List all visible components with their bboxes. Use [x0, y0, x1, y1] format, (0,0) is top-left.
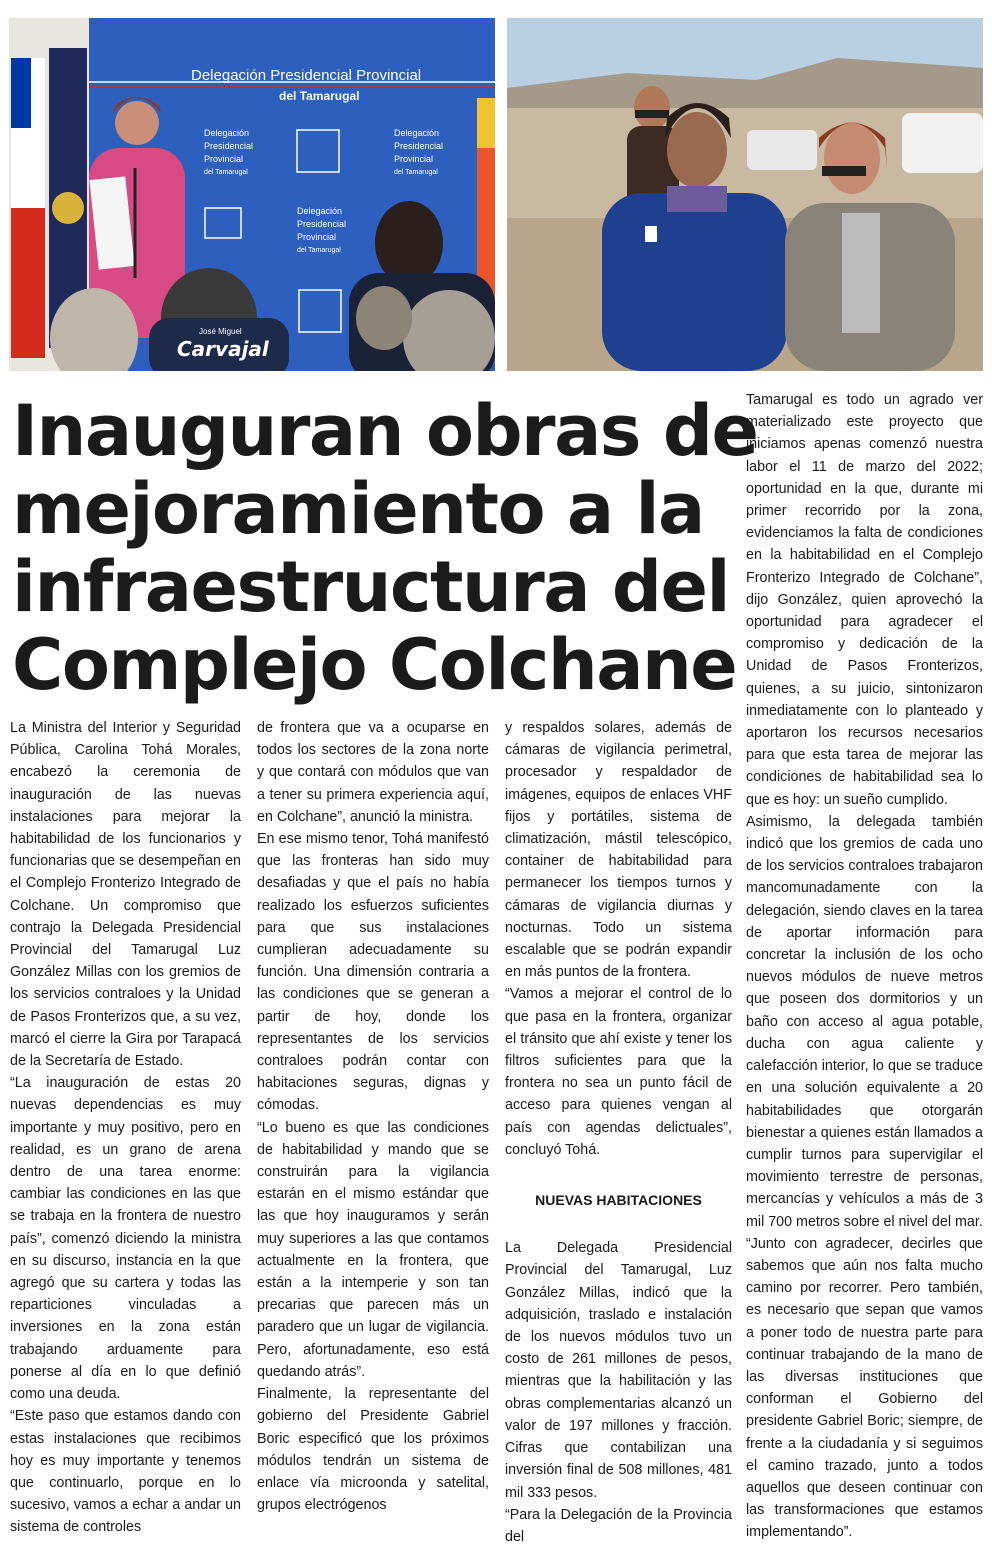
- jacket-name: Carvajal: [177, 337, 269, 361]
- ceremony-photo-illustration: [9, 18, 495, 371]
- panel-line-4: del Tamarugal: [204, 169, 248, 176]
- panel-line-6: Presidencial: [394, 141, 444, 151]
- article-column-3: [505, 717, 732, 1548]
- paragraph: Finalmente, la representante del gobierno del Presidente Gabriel Boric especificó que los próximos módulos tendrán un sistema de enlace vía microonda y satelital, grupos electrógenos: [257, 1386, 489, 1514]
- section-subhead: NUEVAS HABITACIONES: [535, 1192, 702, 1209]
- paragraph: “Vamos a mejorar el control de lo que pasa en la frontera, organizar el tránsito que ahí existe y tener los filtros suficientes para que la frontera no sea un punto fácil de acceso para quienes vengan al país con agendas delictuales”, concluyó Tohá.: [505, 986, 732, 1158]
- paragraph: Asimismo, la delegada también indicó que los gremios de cada uno de los servicios contraloes trabajaron mancomunadamente con la delegación, siendo claves en la tarea de aportar información para concretar la inclusión de los ocho nuevos módulos de nueve metros que poseen dos dormitorios y un baño con acceso al agua potable, ducha con agua caliente y calefacción interior, lo que se traduce en una solución equivalente a 20 habitabilidades que otorgarán bienestar a quienes están llamados a cumplir turnos para supervigilar el movimiento terrestre de personas, mercancías y vehículos a más de 3 mil 700 metros sobre el nivel del mar.: [746, 813, 983, 1230]
- headline-line-2: mejoramiento a la: [12, 468, 704, 550]
- panel-line-10: Presidencial: [297, 219, 347, 229]
- paragraph: “Lo bueno es que las condiciones de habitabilidad y mando que se construirán para la vigilancia estarán en el mismo estándar que las que hoy inauguramos y serán muy superiores a las que contamos actualmente en la frontera, que están a la intemperie y son tan precarias que parecen más un paradero que un lugar de vigilancia. Pero, afortunadamente, eso está quedando atrás”.: [257, 1119, 489, 1380]
- panel-line-2: Presidencial: [204, 141, 254, 151]
- panel-line-5: Delegación: [394, 128, 440, 138]
- article-column-4: [746, 389, 983, 1544]
- article-column-1: [10, 717, 241, 1539]
- headline-line-1: Inauguran obras de: [12, 390, 758, 472]
- panel-line-11: Provincial: [297, 232, 337, 242]
- paragraph: “Junto con agradecer, decirles que sabemos que aún nos falta mucho camino por recorrer. Pero también, es necesario que sepan que vamos a poner todo de nuestra parte para continuar trabajando de la mano de las diversas instituciones que conforman el Gobierno del presidente Gabriel Boric; siempre, de frente a la ciudadanía y si seguimos el camino trazado, junto a todos aquellos que deseen continuar con las transformaciones que estamos implementando”.: [746, 1235, 983, 1541]
- paragraph: y respaldos solares, además de cámaras de vigilancia perimetral, procesador y respaldador de imágenes, equipos de enlaces VHF fijos y portátiles, sistema de climatización, mástil telescópico, container de habitabilidad para permanecer los tiempos turnos y cámaras de vigilancia diurnas y nocturnas. Todo un sistema escalable que se podrán expandir en más puntos de la frontera.: [505, 720, 732, 981]
- paragraph: La Delegada Presidencial Provincial del Tamarugal, Luz González Millas, indicó que la adquisición, traslado e instalación de los nuevos módulos tuvo un costo de 261 millones de pesos, mientras que la habilitación y las obras complementarias alcanzó un valor de 197 millones y fracción. Cifras que contabilizan una inversión final de 508 millones, 481 mil 333 pesos.: [505, 1240, 732, 1501]
- paragraph: Tamarugal es todo un agrado ver materializado este proyecto que iniciamos apenas comenzó nuestra labor el 11 de marzo del 2022; oportunidad en la que, durante mi primer recorrido por la zona, evidenciamos la falta de condiciones en la habitabilidad en el Complejo Fronterizo Integrado de Colchane”, dijo González, quien aprovechó la oportunidad para agradecer el compromiso y dedicación de la Unidad de Pasos Fronterizos, quienes, a su juicio, sintonizaron inmediatamente con lo planteado y aportaron los recursos necesarios para que esta tarea de mejorar las condiciones de habitabilidad sea lo que es hoy: un sueño cumplido.: [746, 392, 983, 808]
- field-visit-photo-illustration: [507, 18, 983, 371]
- banner-title: Delegación Presidencial Provincial: [191, 67, 422, 84]
- panel-line-1: Delegación: [204, 128, 250, 138]
- panel-line-9: Delegación: [297, 206, 343, 216]
- paragraph: “Este paso que estamos dando con estas instalaciones que recibimos hoy es muy importante y tenemos que continuarlo, porque en lo sucesivo, vamos a echar a andar un sistema de controles: [10, 1408, 241, 1536]
- paragraph: “Para la Delegación de la Provincia del: [505, 1506, 732, 1545]
- field-visit-photo: [507, 18, 983, 371]
- paragraph: En ese mismo tenor, Tohá manifestó que las fronteras han sido muy desafiadas y que el país no había realizado los esfuerzos suficientes para que sus instalaciones cumplieran adecuadamente su función. Una dimensión contraria a las condiciones que se generan a partir de hoy, donde los representantes de los servicios contraloes podrán contar con habitaciones seguras, dignas y cómodas.: [257, 831, 489, 1114]
- headline-line-4: Complejo Colchane: [12, 624, 737, 706]
- article-column-2: [257, 717, 489, 1516]
- paragraph: de frontera que va a ocuparse en todos los sectores de la zona norte y que contará con módulos que van a tener su primera experiencia aquí, en Colchane”, anunció la ministra.: [257, 720, 489, 825]
- paragraph: La Ministra del Interior y Seguridad Pública, Carolina Tohá Morales, encabezó la ceremonia de inauguración de las nuevas instalaciones para mejorar la habitabilidad de los funcionarios y funcionarias que se desempeñan en el Complejo Fronterizo Integrado de Colchane. Un compromiso que contrajo la Delegada Presidencial Provincial del Tamarugal Luz González Millas con los gremios de los servicios contraloes y la Unidad de Pasos Fronterizos que, a su vez, marcó el cierre la Gira por Tarapacá de la Secretaría de Estado.: [10, 720, 241, 1070]
- banner-subtitle: del Tamarugal: [279, 89, 360, 103]
- jacket-name-small: José Miguel: [199, 327, 242, 336]
- panel-line-3: Provincial: [204, 154, 244, 164]
- panel-line-8: del Tamarugal: [394, 169, 438, 176]
- headline: [12, 390, 758, 706]
- panel-line-12: del Tamarugal: [297, 247, 341, 254]
- paragraph: “La inauguración de estas 20 nuevas dependencias es muy importante y muy positivo, pero en realidad, es un grano de arena dentro de una tarea enorme: cambiar las condiciones en las que se trabaja en la frontera de nuestro país”, comenzó diciendo la ministra en su discurso, instancia en la que agregó que su cartera y todas las reparticiones vinculadas a inversiones en la zona están trabajando arduamente para ponerse al día en lo que definió como una deuda.: [10, 1075, 241, 1403]
- ceremony-photo: [9, 18, 495, 371]
- headline-line-3: infraestructura del: [12, 546, 729, 628]
- panel-line-7: Provincial: [394, 154, 434, 164]
